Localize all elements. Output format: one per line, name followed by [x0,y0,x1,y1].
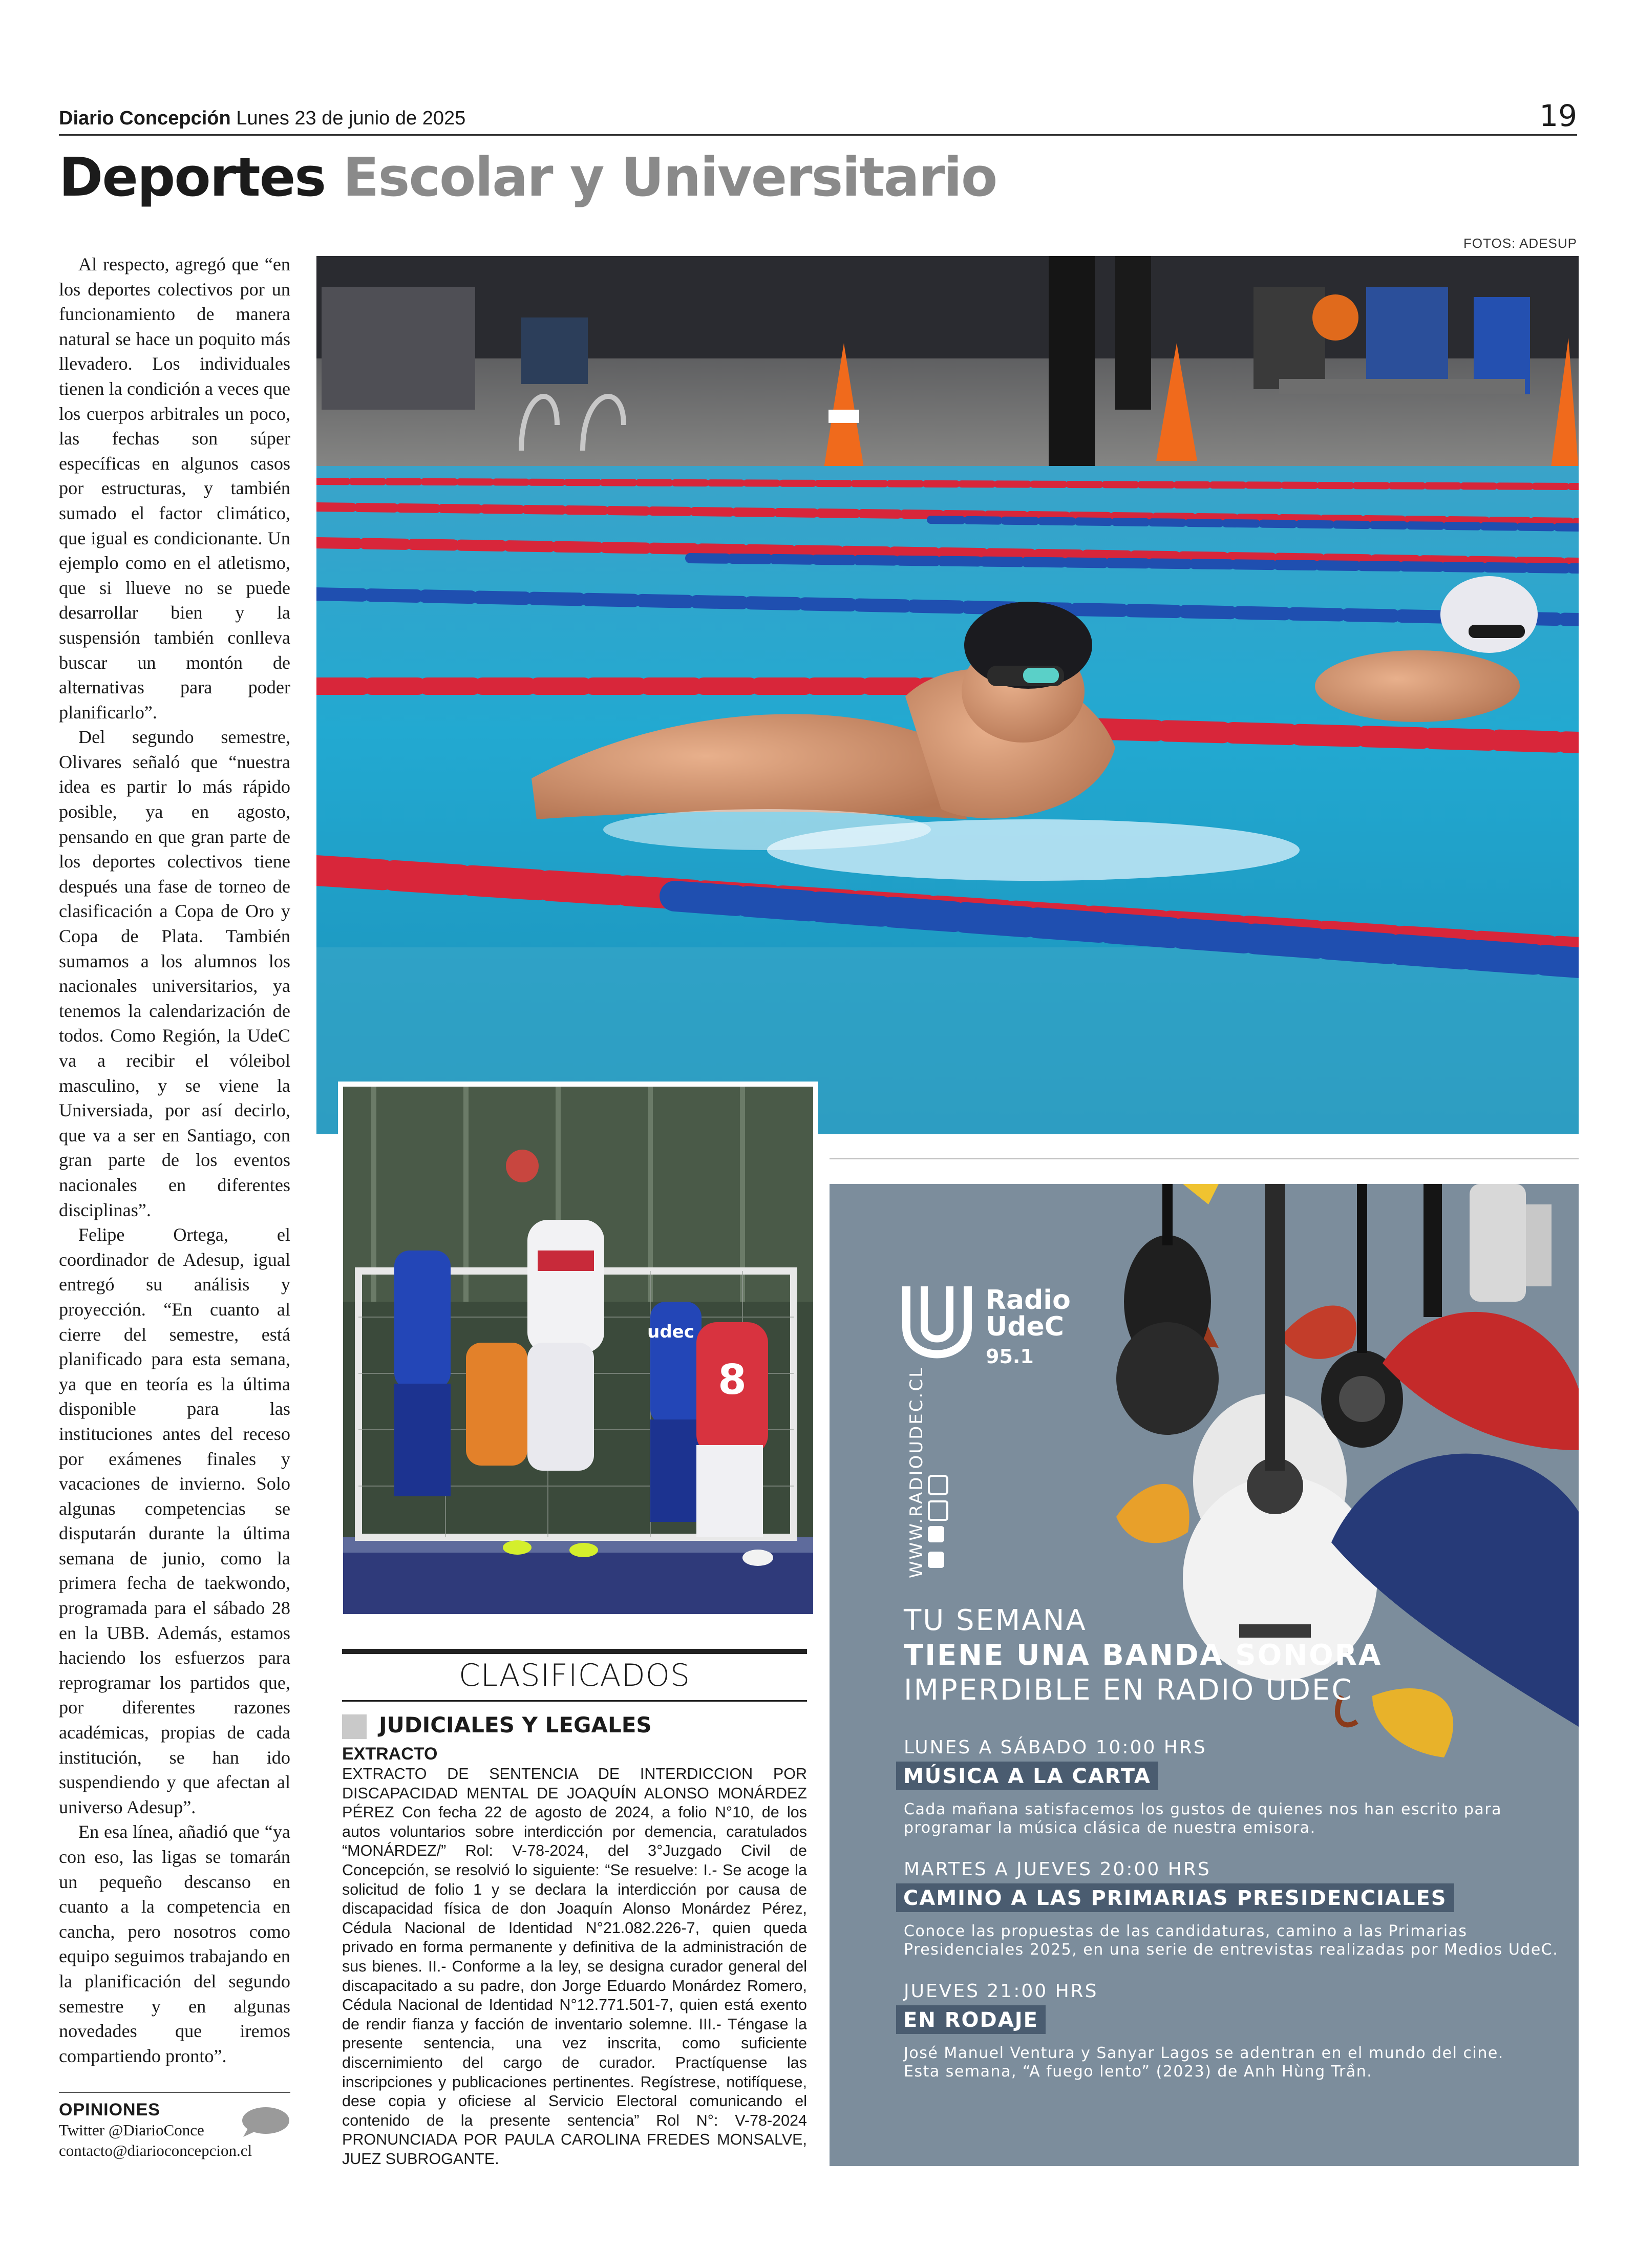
jersey-text: udec [647,1322,694,1342]
photo-credit: FOTOS: ADESUP [1463,236,1577,251]
header-rule [59,134,1577,136]
program-description [904,1922,1558,1959]
classified-body: EXTRACTO DE SENTENCIA DE INTERDICCION POR DISCAPACIDAD MENTAL DE JOAQUÍN ALONSO MONÁRDEZ PÉREZ Con fecha 22 de agosto de 2024, a folio N°10, de los autos voluntarios sobre interdicción por demencia, caratulados “MONÁRDEZ/” Rol: V-78-2024, del 3°Juzgado Civil de Concepción, se resolvió lo siguiente: “Se resuelve: I.- Se acoge la solicitud de folio 1 y se declara la interdicción por causa de discapacidad física de don Joaquín Alonso Monárdez Pérez, Cédula Nacional de Identidad N°21.082.226-7, quien queda privado en forma permanente y definitiva de la administración de sus bienes. II.- Conforme a la ley, se designa curador general del discapacitado a su padre, don Jorge Eduardo Monárdez Romero, Cédula Nacional de Identidad N°12.771.501-7, quien está exento de rendir fianza y facción de inventario solemne. III.- Téngase la presente sentencia, una vez inscrita, como suficiente discernimiento del cargo de curador. Practíquense las inscripciones y publicaciones pertinentes. Regístrese, notifíquese, dese copia y oficiese al Servicio Electoral comunicando el contenido de la presente sentencia” Rol N°: V-78-2024 PRONUNCIADA POR PAULA CAROLINA FREDES MONSALVE, JUEZ SUBROGANTE. [342,1765,807,2168]
ad-headline-2: TIENE UNA BANDA SONORA [904,1639,1383,1672]
classifieds-section-marker [342,1714,367,1739]
opinions-twitter[interactable]: Twitter @DiarioConce [59,2121,204,2139]
radio-udec-ad[interactable] [830,1184,1579,2166]
brand-frequency: 95.1 [986,1345,1034,1368]
program-description [904,1800,1502,1837]
ad-top-rule [830,1158,1579,1159]
article-paragraph: Al respecto, agregó que “en los deportes colectivos por un funcionamiento de manera natural se hace un poquito más llevadero. Los individuales tienen la condición a veces que los cuerpos arbitrales un poco, las fechas son súper específicas en algunos casos por estructuras, y también sumado el factor climático, que igual es condicionante. Un ejemplo como en el atletismo, que si llueve no se puede desarrollar bien y la suspensión también conlleva buscar un montón de alternativas para poder planificarlo”. [59,254,290,723]
facebook-icon[interactable] [928,1552,944,1568]
x-icon[interactable] [928,1500,948,1521]
swimming-photo [316,256,1579,1134]
masthead-date-line [59,108,465,130]
program-name-pill[interactable]: CAMINO A LAS PRIMARIAS PRESIDENCIALES [896,1883,1454,1912]
program-desc-line: José Manuel Ventura y Sanyar Lagos se adentran en el mundo del cine. [904,2044,1504,2062]
ad-headline-3: IMPERDIBLE EN RADIO UDEC [904,1673,1353,1707]
article-paragraph: Del segundo semestre, Olivares señaló que “nuestra idea es partir lo más rápido posible, ya en agosto, pensando en que gran parte de los deportes colectivos tiene después una fase de torneo de clasificación a Copa de Oro y Copa de Plata. También sumamos a los alumnos los nacionales universitarios, ya tenemos la calendarización de todos. Como Región, la UdeC va a recibir el vóleibol masculino, y se viene la Universiada, por así decirlo, que va a ser en Santiago, con gran parte de los eventos nacionales en diferentes disciplinas”. [59,727,290,1220]
program-desc-line: Conoce las propuestas de las candidaturas, camino a las Primarias [904,1922,1468,1940]
page-number: 19 [1539,98,1577,133]
ad-headline-1: TU SEMANA [904,1604,1087,1637]
speech-bubble-icon [239,2106,290,2138]
classifieds-section: JUDICIALES Y LEGALES [379,1712,652,1737]
handball-photo [338,1082,818,1619]
radio-udec-logo-icon [901,1286,973,1363]
program-desc-line: Cada mañana satisfacemos los gustos de quienes nos han escrito para [904,1800,1502,1818]
issue-date: Lunes 23 de junio de 2025 [236,108,466,129]
program-schedule: JUEVES 21:00 HRS [904,1981,1098,2002]
opinions-email[interactable]: contacto@diarioconcepcion.cl [59,2142,252,2159]
classified-heading: EXTRACTO [342,1744,438,1764]
classifieds-title: CLASIFICADOS [458,1658,691,1693]
brand-line-1: Radio [986,1285,1071,1316]
paper-name: Diario Concepción [59,108,231,129]
program-schedule: LUNES A SÁBADO 10:00 HRS [904,1737,1207,1758]
brand-line-2: UdeC [986,1311,1064,1342]
program-description [904,2044,1504,2081]
program-name-pill[interactable]: MÚSICA A LA CARTA [896,1762,1158,1790]
jersey-number: 8 [718,1356,747,1404]
article-paragraph: Felipe Ortega, el coordinador de Adesup, igual entregó su análisis y proyección. “En cuanto al cierre del semestre, está planificado para esta semana, ya que en teoría es la última disponible para las instituciones antes del receso por exámenes finales y vacaciones de invierno. Solo algunas competencias se disputarán durante la última semana de junio, como la primera fecha de taekwondo, programada para el sábado 28 en la UBB. Además, estamos haciendo los esfuerzos para reprogramar los partidos que, por diferentes razones académicas, propias de cada institución, se han ido suspendiendo y que afectan al universo Adesup”. [59,1224,290,1817]
opinions-title: OPINIONES [59,2100,160,2119]
section-main: Deportes [59,146,326,208]
program-schedule: MARTES A JUEVES 20:00 HRS [904,1859,1211,1880]
program-desc-line: Presidenciales 2025, en una serie de entrevistas realizadas por Medios UdeC. [904,1941,1559,1959]
program-name-pill[interactable]: EN RODAJE [896,2005,1046,2034]
section-sub: Escolar y Universitario [343,146,997,208]
article-paragraph: En esa línea, añadió que “ya con eso, las ligas se tomarán un pequeño descanso en cuanto a la competencia en cancha, pero nosotros como equipo seguimos trabajando en la planificación del segundo semestre y en algunas novedades que iremos compartiendo pronto”. [59,1821,290,2066]
classifieds-bottom-rule [342,1700,807,1702]
instagram-icon[interactable] [928,1475,948,1495]
classifieds-top-rule [342,1649,807,1654]
section-title [59,146,996,208]
program-desc-line: programar la música clásica de nuestra emisora. [904,1819,1316,1837]
opinions-box [59,2092,290,2161]
linkedin-icon[interactable] [928,1526,944,1542]
program-desc-line: Esta semana, “A fuego lento” (2023) de Anh Hùng Trần. [904,2063,1373,2081]
article-body [59,252,290,2068]
ad-website[interactable]: WWW.RADIOUDEC.CL [906,1366,927,1578]
